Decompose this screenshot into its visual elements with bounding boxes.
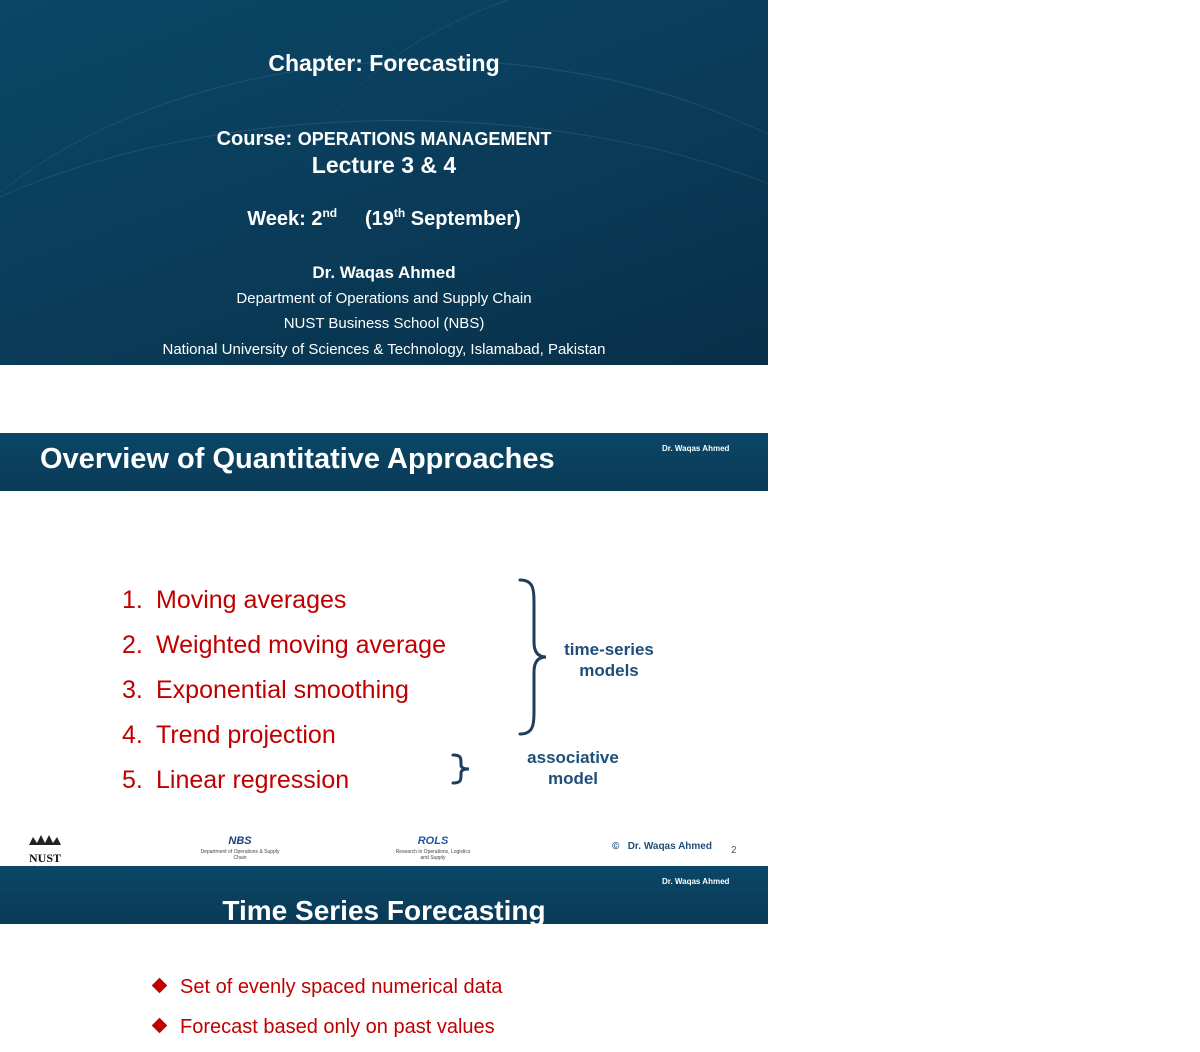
list-item: 3. Exponential smoothing <box>122 676 409 704</box>
diamond-bullet-icon <box>152 978 168 994</box>
time-series-label: time-series models <box>564 640 654 680</box>
slide-title: Overview of Quantitative Approaches <box>40 443 555 475</box>
lecture-number: Lecture 3 & 4 <box>311 152 457 178</box>
chapter-title: Chapter: Forecasting <box>268 50 500 76</box>
nbs-logo: NBS Department of Operations & Supply Chain <box>200 835 280 861</box>
date-open: (19 <box>364 208 394 230</box>
list-item: Forecast based only on past values <box>152 1012 502 1052</box>
time-series-slide <box>0 866 768 1038</box>
list-item: 2. Weighted moving average <box>122 631 446 659</box>
page-number: 2 <box>731 845 737 856</box>
nust-logo: NUST <box>20 833 70 872</box>
course-line <box>0 128 768 151</box>
small-brace-icon <box>449 752 475 786</box>
title-slide <box>0 0 768 365</box>
brace-icon <box>512 576 552 738</box>
list-item: 1. Moving averages <box>122 586 347 614</box>
overview-slide <box>0 433 768 866</box>
bullet-list <box>152 972 502 1052</box>
school: NUST Business School (NBS) <box>283 315 485 332</box>
list-item: 4. Trend projection <box>122 721 336 749</box>
week-suffix: nd <box>322 206 338 220</box>
department: Department of Operations and Supply Chain <box>236 290 532 307</box>
list-item: Set of evenly spaced numerical data <box>152 972 502 1012</box>
diamond-bullet-icon <box>152 1018 168 1034</box>
university: National University of Sciences & Technology, Islamabad, Pakistan <box>162 341 606 358</box>
slide-title: Time Series Forecasting <box>222 895 546 926</box>
header-author: Dr. Waqas Ahmed <box>662 877 730 886</box>
associative-label: associative model <box>527 748 619 788</box>
author-name: Dr. Waqas Ahmed <box>312 263 456 282</box>
approach-list <box>122 585 446 810</box>
footer-copyright: © Dr. Waqas Ahmed <box>612 841 712 852</box>
week-line <box>0 206 768 231</box>
course-name: OPERATIONS MANAGEMENT <box>297 129 552 149</box>
nust-emblem-icon <box>27 834 63 846</box>
list-item: 5. Linear regression <box>122 766 350 794</box>
course-label: Course: <box>216 128 298 150</box>
header-author: Dr. Waqas Ahmed <box>662 444 730 453</box>
week-label: Week: 2 <box>247 208 323 230</box>
date-suffix: th <box>393 206 406 220</box>
date-rest: September) <box>405 208 521 230</box>
rols-logo: ROLS Research in Operations, Logistics and Supply <box>395 835 471 861</box>
